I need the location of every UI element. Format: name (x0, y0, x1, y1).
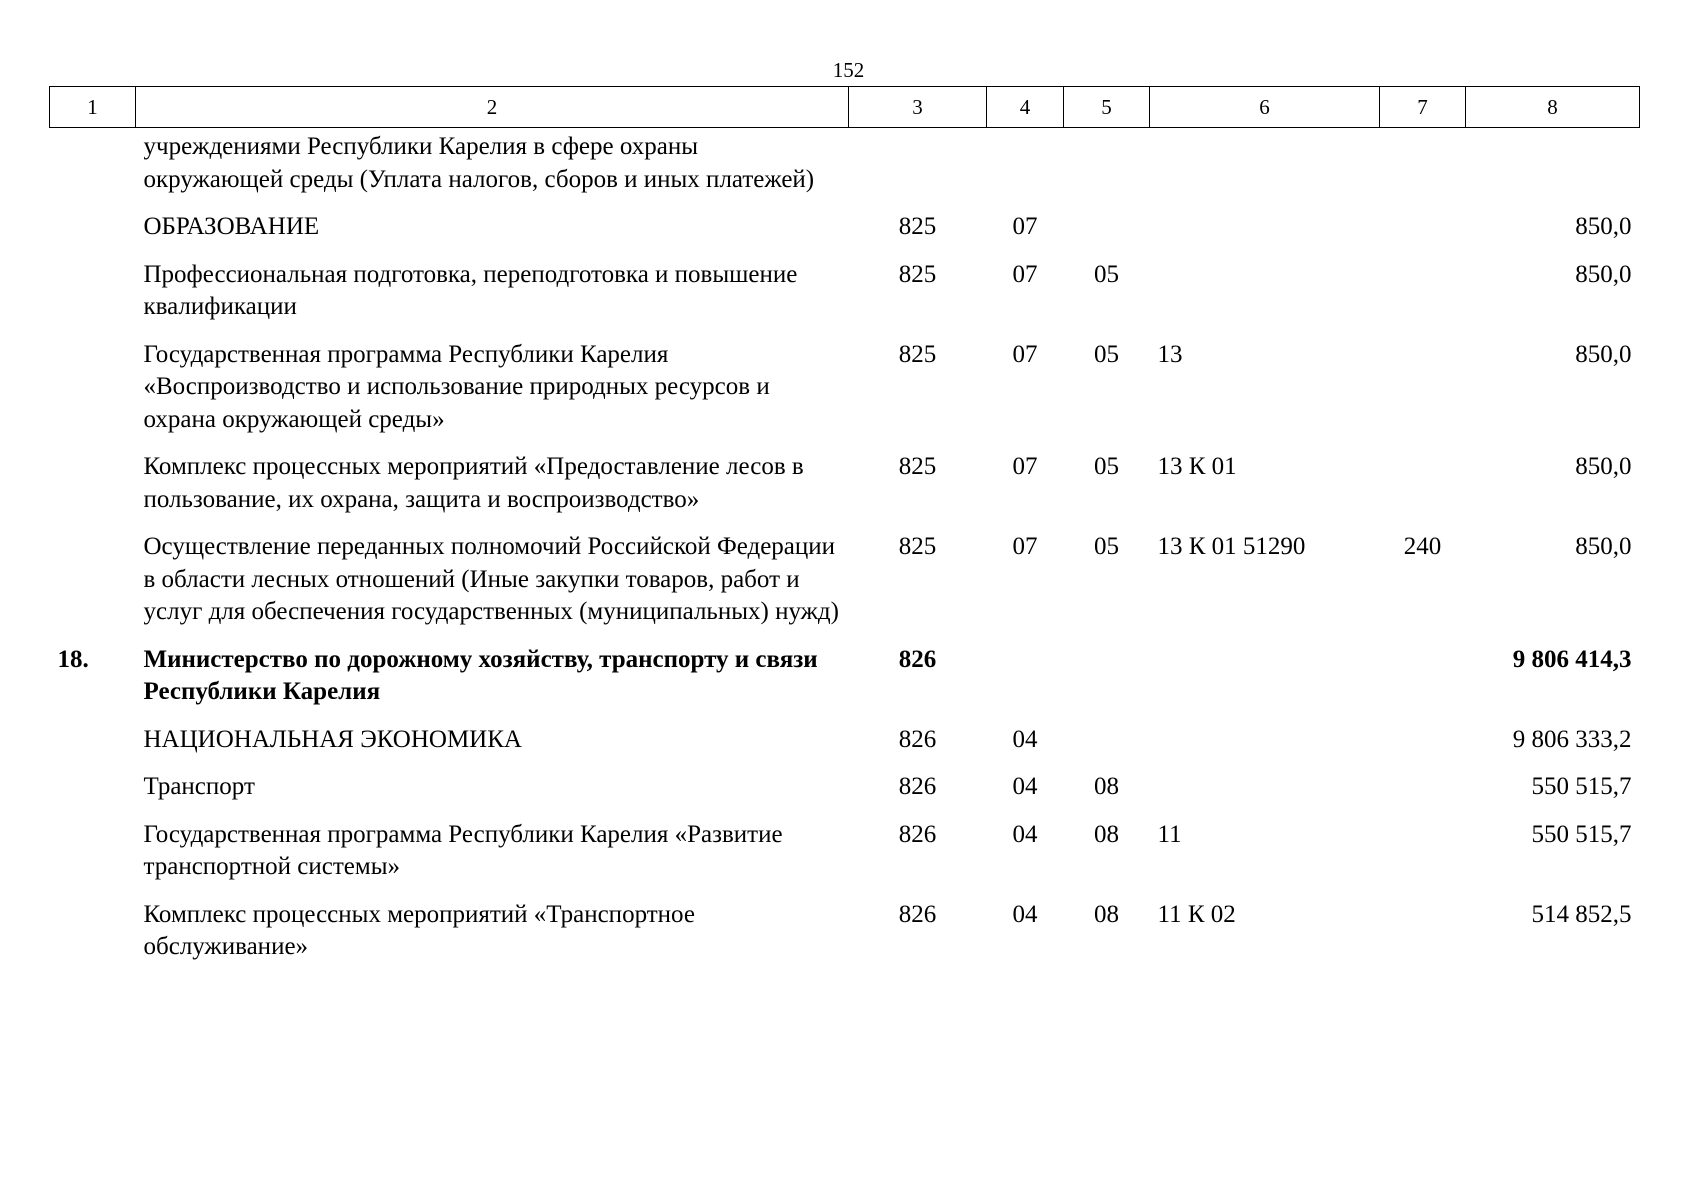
expense-type-cell (1380, 899, 1466, 979)
row-number-cell (50, 819, 136, 899)
column-header: 4 (987, 87, 1064, 128)
expense-type-cell (1380, 339, 1466, 452)
expense-type-cell: 240 (1403, 533, 1442, 560)
page-number: 152 (832, 58, 865, 82)
section-code-cell: 04 (1012, 725, 1038, 753)
subsection-code-cell: 08 (1094, 820, 1119, 848)
target-article-cell (1150, 128, 1380, 212)
ministry-code-cell: 826 (898, 645, 937, 673)
target-article-cell (1150, 259, 1380, 339)
ministry-code-cell (849, 128, 987, 212)
amount-cell: 550 515,7 (1531, 773, 1632, 800)
ministry-code-cell: 825 (898, 260, 937, 288)
item-name-cell: Комплекс процессных мероприятий «Предоставление лесов в пользование, их охрана, защита и воспроизводство» (143, 453, 804, 513)
amount-cell (1466, 128, 1640, 212)
subsection-code-cell: 05 (1094, 340, 1119, 368)
target-article-cell: 11 (1157, 820, 1182, 848)
subsection-code-cell (1064, 724, 1150, 772)
column-header: 6 (1150, 87, 1380, 128)
section-code-cell: 04 (1012, 820, 1038, 848)
target-article-cell: 11 К 02 (1157, 900, 1236, 928)
ministry-code-cell: 825 (898, 213, 937, 240)
table-row (50, 899, 1640, 979)
row-number-cell (50, 211, 136, 259)
table-row (50, 724, 1640, 772)
row-number-cell (50, 899, 136, 979)
table-row (50, 644, 1640, 724)
table-row (50, 211, 1640, 259)
item-name-cell: Государственная программа Республики Карелия «Воспроизводство и использование природных ресурсов и охрана окружающей среды» (143, 340, 770, 433)
section-code-cell: 04 (1012, 773, 1038, 800)
row-number-cell (50, 339, 136, 452)
row-number-cell (50, 531, 136, 644)
item-name-cell: Профессиональная подготовка, переподготовка и повышение квалификации (143, 260, 798, 320)
amount-cell: 514 852,5 (1531, 900, 1632, 928)
expense-type-cell (1380, 211, 1466, 259)
budget-table (49, 86, 1640, 979)
expense-type-cell (1380, 451, 1466, 531)
amount-cell: 850,0 (1575, 533, 1632, 560)
column-header: 7 (1380, 87, 1466, 128)
amount-cell: 850,0 (1575, 213, 1632, 240)
section-code-cell: 07 (1012, 453, 1038, 480)
item-name-cell: Транспорт (143, 773, 255, 800)
table-row (50, 819, 1640, 899)
section-code-cell: 07 (1012, 340, 1038, 368)
table-row (50, 128, 1640, 212)
subsection-code-cell: 05 (1094, 453, 1119, 480)
item-name-cell: Осуществление переданных полномочий Российской Федерации в области лесных отношений (Иные закупки товаров, работ и услуг для обеспечения государственных (муниципальных) нужд) (143, 533, 839, 625)
section-code-cell: 04 (1012, 900, 1038, 928)
ministry-code-cell: 826 (898, 773, 937, 800)
table-body (50, 128, 1640, 979)
ministry-code-cell: 825 (898, 340, 937, 368)
subsection-code-cell (1064, 644, 1150, 724)
table-row (50, 259, 1640, 339)
section-code-cell: 07 (1012, 260, 1038, 288)
expense-type-cell (1380, 771, 1466, 819)
amount-cell: 850,0 (1575, 260, 1632, 288)
section-code-cell: 07 (1012, 533, 1038, 560)
subsection-code-cell: 08 (1094, 773, 1119, 800)
column-header: 8 (1466, 87, 1640, 128)
target-article-cell: 13 К 01 (1157, 453, 1237, 480)
target-article-cell (1150, 211, 1380, 259)
expense-type-cell (1380, 644, 1466, 724)
column-header: 2 (136, 87, 849, 128)
subsection-code-cell: 05 (1094, 533, 1119, 560)
section-code-cell: 07 (1012, 213, 1038, 240)
target-article-cell: 13 (1157, 340, 1183, 368)
amount-cell: 850,0 (1575, 340, 1632, 368)
table-row (50, 771, 1640, 819)
item-name-cell: Комплекс процессных мероприятий «Транспортное обслуживание» (143, 900, 695, 960)
row-number-cell (50, 128, 136, 212)
amount-cell: 850,0 (1575, 453, 1632, 480)
ministry-code-cell: 825 (898, 533, 937, 560)
amount-cell: 550 515,7 (1531, 820, 1632, 848)
amount-cell: 9 806 414,3 (1512, 645, 1632, 673)
expense-type-cell (1380, 128, 1466, 212)
row-number-cell (50, 771, 136, 819)
column-header: 3 (849, 87, 987, 128)
target-article-cell (1150, 724, 1380, 772)
subsection-code-cell (1064, 211, 1150, 259)
row-number-cell (50, 451, 136, 531)
ministry-code-cell: 826 (898, 900, 937, 928)
target-article-cell: 13 К 01 51290 (1157, 533, 1306, 560)
table-row (50, 451, 1640, 531)
target-article-cell (1150, 771, 1380, 819)
target-article-cell (1150, 644, 1380, 724)
ministry-code-cell: 826 (898, 820, 937, 848)
table-row (50, 531, 1640, 644)
section-code-cell (987, 128, 1064, 212)
item-name-cell: ОБРАЗОВАНИЕ (143, 213, 320, 240)
subsection-code-cell: 08 (1094, 900, 1119, 928)
item-name-cell: НАЦИОНАЛЬНАЯ ЭКОНОМИКА (143, 725, 522, 753)
section-code-cell (987, 644, 1064, 724)
expense-type-cell (1380, 259, 1466, 339)
row-number-cell (50, 724, 136, 772)
column-header: 1 (50, 87, 136, 128)
expense-type-cell (1380, 819, 1466, 899)
amount-cell: 9 806 333,2 (1512, 725, 1632, 753)
ministry-code-cell: 826 (898, 725, 937, 753)
subsection-code-cell (1064, 128, 1150, 212)
row-number-cell: 18. (57, 645, 89, 673)
item-name-cell: Министерство по дорожному хозяйству, транспорту и связи Республики Карелия (143, 645, 818, 705)
expense-type-cell (1380, 724, 1466, 772)
item-name-cell: Государственная программа Республики Карелия «Развитие транспортной системы» (143, 820, 783, 880)
table-row (50, 339, 1640, 452)
item-name-cell: учреждениями Республики Карелия в сфере охраны окружающей среды (Уплата налогов, сборов и иных платежей) (143, 133, 815, 193)
subsection-code-cell: 05 (1094, 260, 1119, 288)
row-number-cell (50, 259, 136, 339)
column-header: 5 (1064, 87, 1150, 128)
ministry-code-cell: 825 (898, 453, 937, 480)
column-number-header-row (50, 87, 1640, 128)
